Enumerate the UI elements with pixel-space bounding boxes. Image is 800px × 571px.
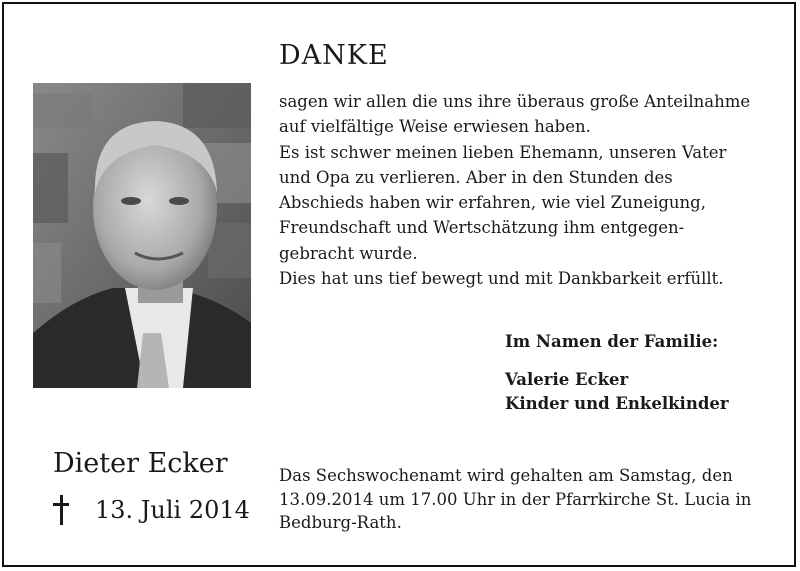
message-line: und Opa zu verlieren. Aber in den Stunden des	[279, 167, 673, 187]
message-line: Abschieds haben wir erfahren, wie viel Zuneigung,	[279, 193, 706, 213]
portrait-illustration	[33, 83, 251, 388]
message-line: Freundschaft und Wertschätzung ihm entgegen-	[279, 218, 685, 238]
family-signature	[505, 330, 729, 416]
thank-you-message	[279, 89, 776, 291]
notice-line: Bedburg-Rath.	[279, 513, 402, 532]
cross-icon	[53, 495, 69, 525]
message-line: gebracht wurde.	[279, 243, 418, 263]
heading-danke: DANKE	[279, 40, 389, 71]
death-date-row	[53, 495, 250, 525]
notice-line: Das Sechswochenamt wird gehalten am Samstag, den	[279, 466, 733, 485]
death-date: 13. Juli 2014	[95, 496, 250, 524]
message-line: Es ist schwer meinen lieben Ehemann, unseren Vater	[279, 142, 727, 162]
deceased-name: Dieter Ecker	[53, 448, 228, 479]
message-line: sagen wir allen die uns ihre überaus große Anteilnahme	[279, 92, 751, 111]
message-line: auf vielfältige Weise erwiesen haben.	[279, 117, 591, 137]
portrait-photo	[33, 83, 251, 388]
signature-name: Valerie Ecker	[505, 370, 629, 389]
signature-name: Kinder und Enkelkinder	[505, 394, 729, 413]
message-line: Dies hat uns tief bewegt und mit Dankbarkeit erfüllt.	[279, 269, 724, 289]
notice-line: 13.09.2014 um 17.00 Uhr in der Pfarrkirche St. Lucia in	[279, 489, 752, 509]
service-notice	[279, 464, 776, 535]
signature-intro: Im Namen der Familie:	[505, 332, 719, 351]
